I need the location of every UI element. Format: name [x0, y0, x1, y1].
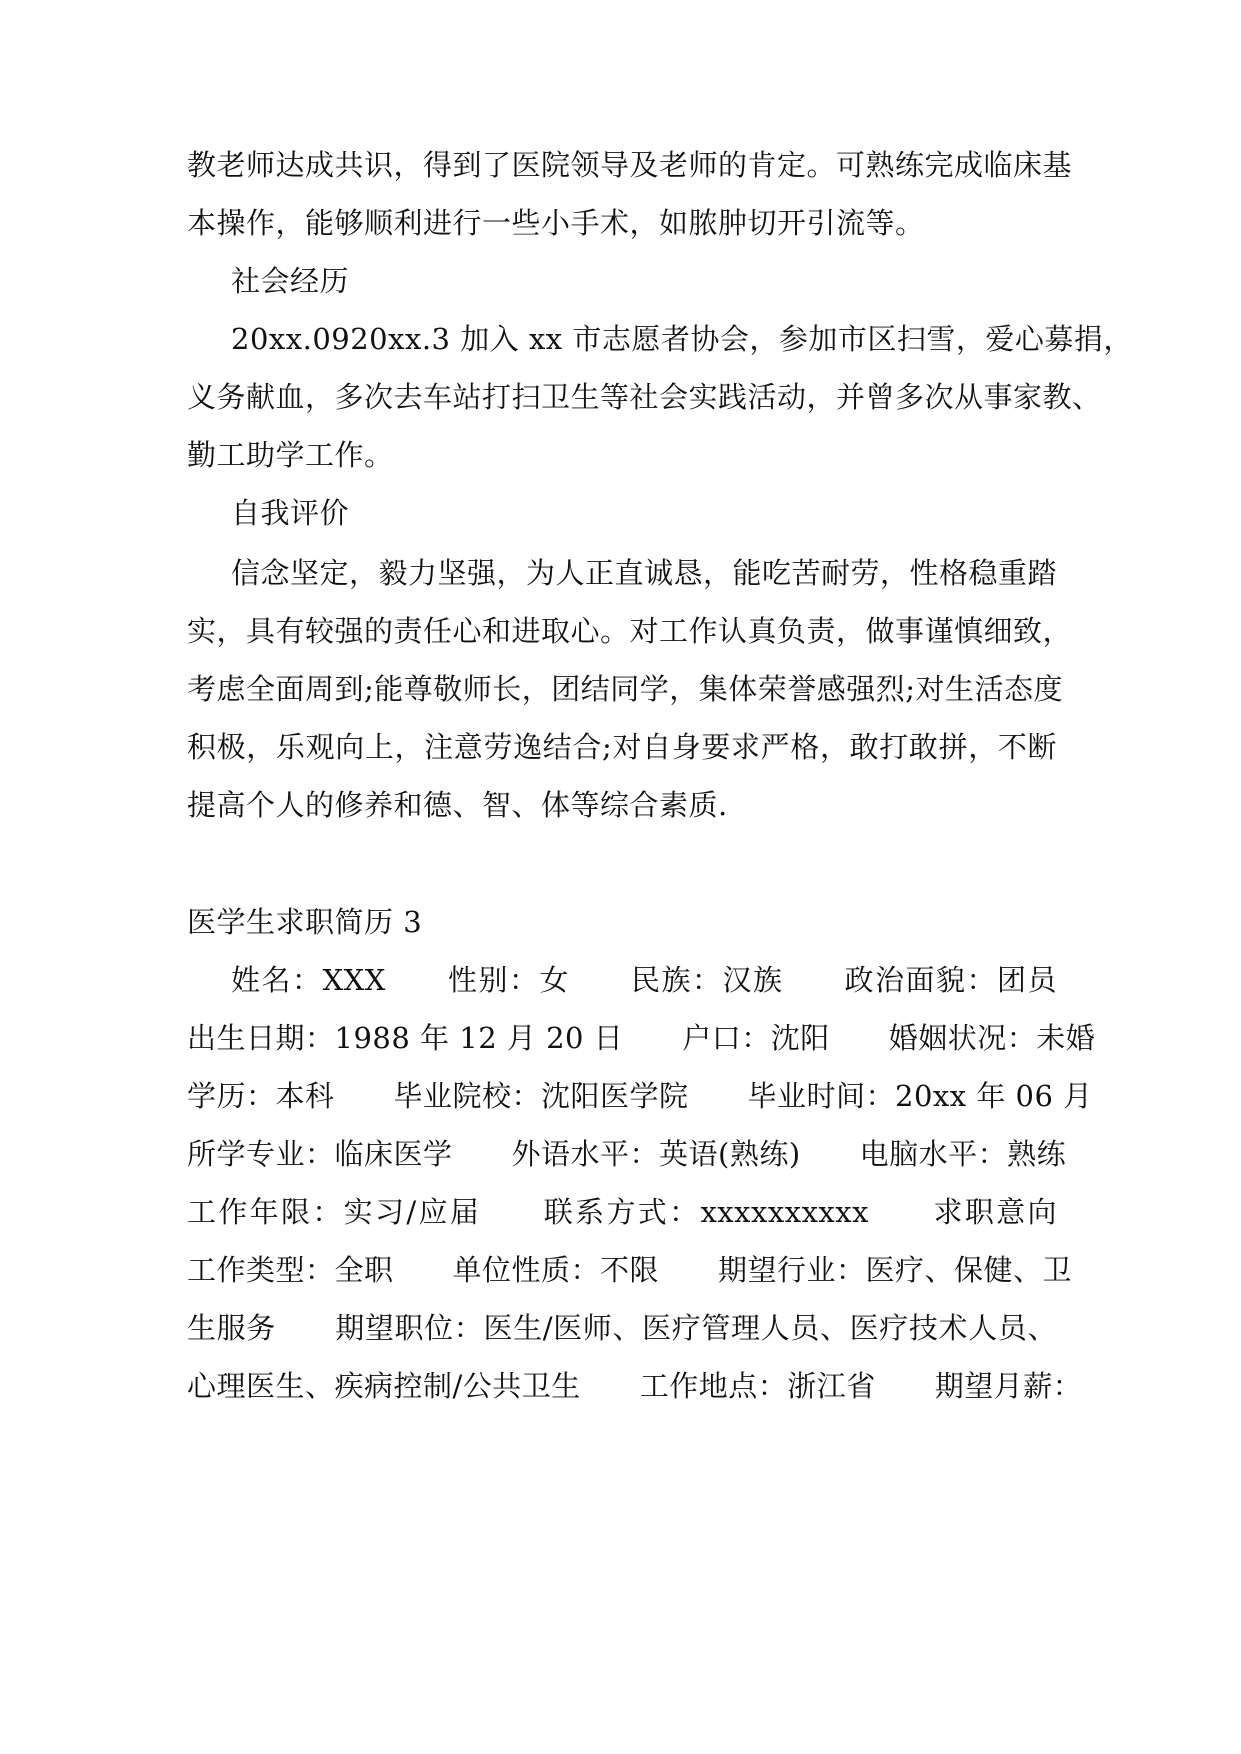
paragraph-line: 义务献血，多次去车站打扫卫生等社会实践活动，并曾多次从事家教、 [187, 380, 1102, 414]
resume-info-line: 出生日期：1988 年 12 月 20 日 户口：沈阳 婚姻状况：未婚 [187, 1021, 1096, 1055]
section-heading-social-experience: 社会经历 [231, 264, 350, 298]
paragraph-line: 提高个人的修养和德、智、体等综合素质. [187, 788, 728, 822]
section-heading-self-evaluation: 自我评价 [231, 496, 350, 530]
paragraph-line: 实，具有较强的责任心和进取心。对工作认真负责，做事谨慎细致， [187, 614, 1073, 648]
resume-info-line: 所学专业：临床医学 外语水平：英语(熟练) 电脑水平：熟练 [187, 1137, 1067, 1171]
resume-title: 医学生求职简历 3 [187, 905, 423, 939]
resume-info-line: 心理医生、疾病控制/公共卫生 工作地点：浙江省 期望月薪： [187, 1369, 1083, 1403]
paragraph-line: 考虑全面周到;能尊敬师长，团结同学，集体荣誉感强烈;对生活态度 [187, 672, 1064, 706]
paragraph-line: 本操作，能够顺利进行一些小手术，如脓肿切开引流等。 [187, 206, 925, 240]
resume-info-line: 工作类型：全职 单位性质：不限 期望行业：医疗、保健、卫 [187, 1253, 1073, 1287]
resume-info-line: 生服务 期望职位：医生/医师、医疗管理人员、医疗技术人员、 [187, 1311, 1057, 1345]
paragraph-line: 教老师达成共识，得到了医院领导及老师的肯定。可熟练完成临床基 [187, 148, 1073, 182]
paragraph-line: 积极，乐观向上，注意劳逸结合;对自身要求严格，敢打敢拼，不断 [187, 730, 1057, 764]
resume-info-line: 姓名：XXX 性别：女 民族：汉族 政治面貌：团员 [231, 963, 1057, 997]
resume-info-line: 工作年限：实习/应届 联系方式：xxxxxxxxxx 求职意向 [187, 1195, 1057, 1229]
paragraph-line: 20xx.0920xx.3 加入 xx 市志愿者协会，参加市区扫雪，爱心募捐， [231, 322, 1133, 356]
resume-info-line: 学历：本科 毕业院校：沈阳医学院 毕业时间：20xx 年 06 月 [187, 1079, 1093, 1113]
paragraph-line: 信念坚定，毅力坚强，为人正直诚恳，能吃苦耐劳，性格稳重踏 [231, 556, 1058, 590]
paragraph-line: 勤工助学工作。 [187, 438, 394, 472]
